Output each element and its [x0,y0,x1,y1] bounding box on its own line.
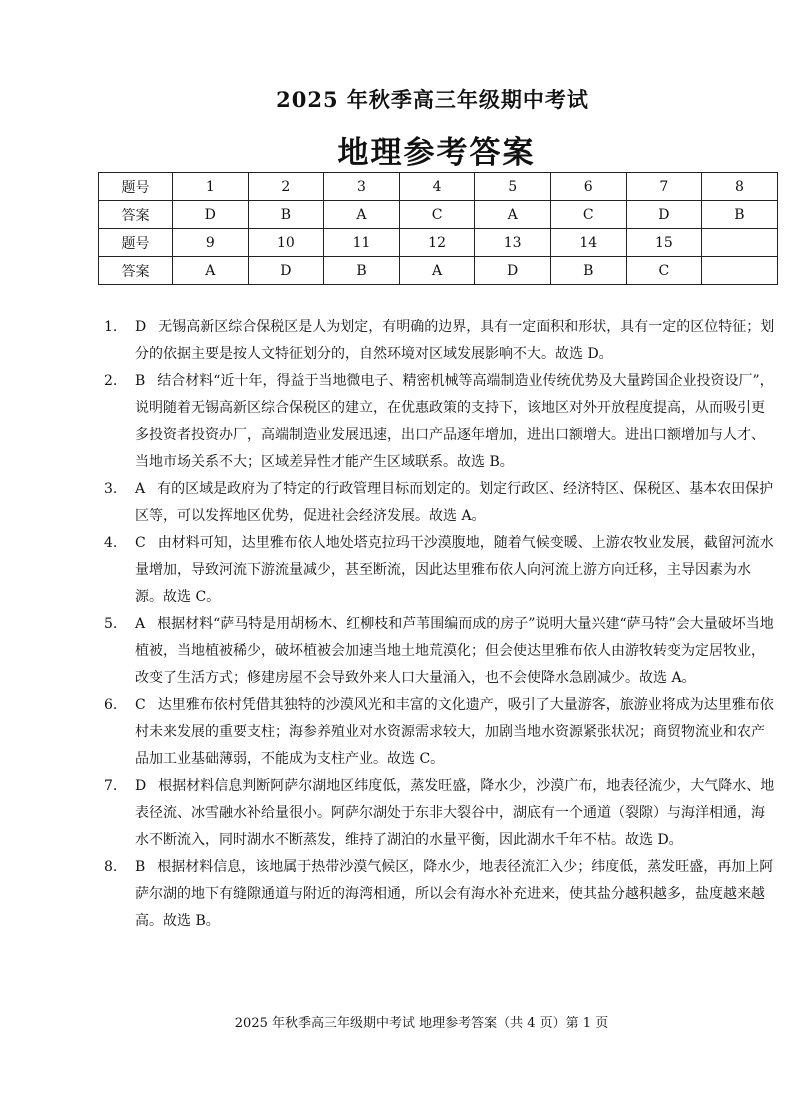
question-answer: B [135,859,146,875]
table-cell: 8 [702,173,778,201]
table-cell: A [399,257,475,285]
explanation-text: 根据材料“萨马特是用胡杨木、红柳枝和芦苇围编而成的房子”说明大量兴建“萨马特”会大量破坏当地植被，当地植被稀少，破坏植被会加速当地土地荒漠化；但会使达里雅布依人由游牧转变为定居牧业，改变了生活方式；修建房屋不会导致外来人口大量涌入，也不会使降水急剧减少。故选 A。 [135,616,774,686]
table-cell: C [550,201,626,229]
question-number: 2. [104,373,118,389]
explanation-item [104,854,776,935]
table-cell: 9 [173,229,249,257]
table-cell: 14 [550,229,626,257]
subject-title: 地理参考答案 [337,135,536,171]
table-cell: 13 [475,229,551,257]
table-cell: 3 [324,173,400,201]
question-number: 8. [104,859,118,875]
question-number: 5. [104,616,118,632]
table-cell: A [173,257,249,285]
explanation-item [104,773,776,854]
table-cell: 15 [626,229,702,257]
explanation-text: 有的区域是政府为了特定的行政管理目标而划定的。划定行政区、经济特区、保税区、基本农田保护区等，可以发挥地区优势，促进社会经济发展。故选 A。 [135,481,774,524]
question-answer: C [135,697,146,713]
question-answer: A [135,616,146,632]
question-answer: C [135,535,146,551]
question-answer: D [135,319,147,335]
explanation-text: 结合材料“近十年，得益于当地微电子、精密机械等高端制造业传统优势及大量跨国企业投资设厂”，说明随着无锡高新区综合保税区的建立，在优惠政策的支持下，该地区对外开放程度提高，从而吸引更多投资者投资办厂，高端制造业发展迅速，出口产品逐年增加，进出口额增大。进出口额增加与人才、当地市场关系不大；区域差异性才能产生区域联系。故选 B。 [135,373,774,470]
table-cell: A [475,201,551,229]
table-cell: B [702,201,778,229]
table-cell: 题号 [99,229,173,257]
table-cell: 题号 [99,173,173,201]
table-cell [702,257,778,285]
table-cell [702,229,778,257]
table-cell: D [173,201,249,229]
explanation-item [104,692,776,773]
explanation-text: 达里雅布依村凭借其独特的沙漠风光和丰富的文化遗产，吸引了大量游客，旅游业将成为达里雅布依村未来发展的重要支柱；海参养殖业对水资源需求较大，加剧当地水资源紧张状况；商贸物流业和农产品加工业基础薄弱，不能成为支柱产业。故选 C。 [135,697,774,767]
table-cell: A [324,201,400,229]
question-answer: D [135,778,147,794]
table-cell: 答案 [99,257,173,285]
table-cell: 2 [248,173,324,201]
table-cell: D [626,201,702,229]
question-number: 3. [104,481,118,497]
table-cell: B [550,257,626,285]
explanation-item [104,611,776,692]
question-answer: B [135,373,146,389]
table-cell: D [475,257,551,285]
answer-table-row [99,229,778,257]
explanation-item [104,476,776,530]
explanation-text: 根据材料信息判断阿萨尔湖地区纬度低，蒸发旺盛，降水少，沙漠广布，地表径流少，大气降水、地表径流、冰雪融水补给量很小。阿萨尔湖处于东非大裂谷中，湖底有一个通道（裂隙）与海洋相通，海水不断流入，同时湖水不断蒸发，维持了湖泊的水量平衡，因此湖水千年不枯。故选 D。 [135,778,775,848]
table-cell: 4 [399,173,475,201]
question-number: 1. [104,319,118,335]
question-number: 4. [104,535,118,551]
question-answer: A [135,481,146,497]
exam-title: 2025 年秋季高三年级期中考试 [276,87,589,112]
table-cell: 10 [248,229,324,257]
answer-table-row [99,201,778,229]
table-cell: 7 [626,173,702,201]
explanation-item [104,314,776,368]
explanation-item [104,530,776,611]
table-cell: 1 [173,173,249,201]
table-cell: 11 [324,229,400,257]
table-cell: 6 [550,173,626,201]
page-footer: 2025 年秋季高三年级期中考试 地理参考答案（共 4 页）第 1 页 [234,1016,609,1031]
answer-table [98,172,778,285]
explanation-list [104,314,776,935]
table-cell: 12 [399,229,475,257]
explanation-text: 根据材料信息，该地属于热带沙漠气候区，降水少，地表径流汇入少；纬度低，蒸发旺盛，再加上阿萨尔湖的地下有缝隙通道与附近的海湾相通，所以会有海水补充进来，使其盐分越积越多，盐度越来越高。故选 B。 [135,859,774,929]
question-number: 6. [104,697,118,713]
table-cell: C [399,201,475,229]
question-number: 7. [104,778,118,794]
table-cell: 答案 [99,201,173,229]
explanation-item [104,368,776,476]
table-cell: 5 [475,173,551,201]
table-cell: B [248,201,324,229]
explanation-text: 无锡高新区综合保税区是人为划定，有明确的边界，具有一定面积和形状，具有一定的区位特征；划分的依据主要是按人文特征划分的，自然环境对区域发展影响不大。故选 D。 [135,319,775,362]
answer-table-row [99,257,778,285]
table-cell: D [248,257,324,285]
table-cell: B [324,257,400,285]
table-cell: C [626,257,702,285]
explanation-text: 由材料可知，达里雅布依人地处塔克拉玛干沙漠腹地，随着气候变暖、上游农牧业发展，截留河流水量增加，导致河流下游流量减少，甚至断流，因此达里雅布依人向河流上游方向迁移，主导因素为水源。故选 C。 [135,535,774,605]
answer-table-row [99,173,778,201]
